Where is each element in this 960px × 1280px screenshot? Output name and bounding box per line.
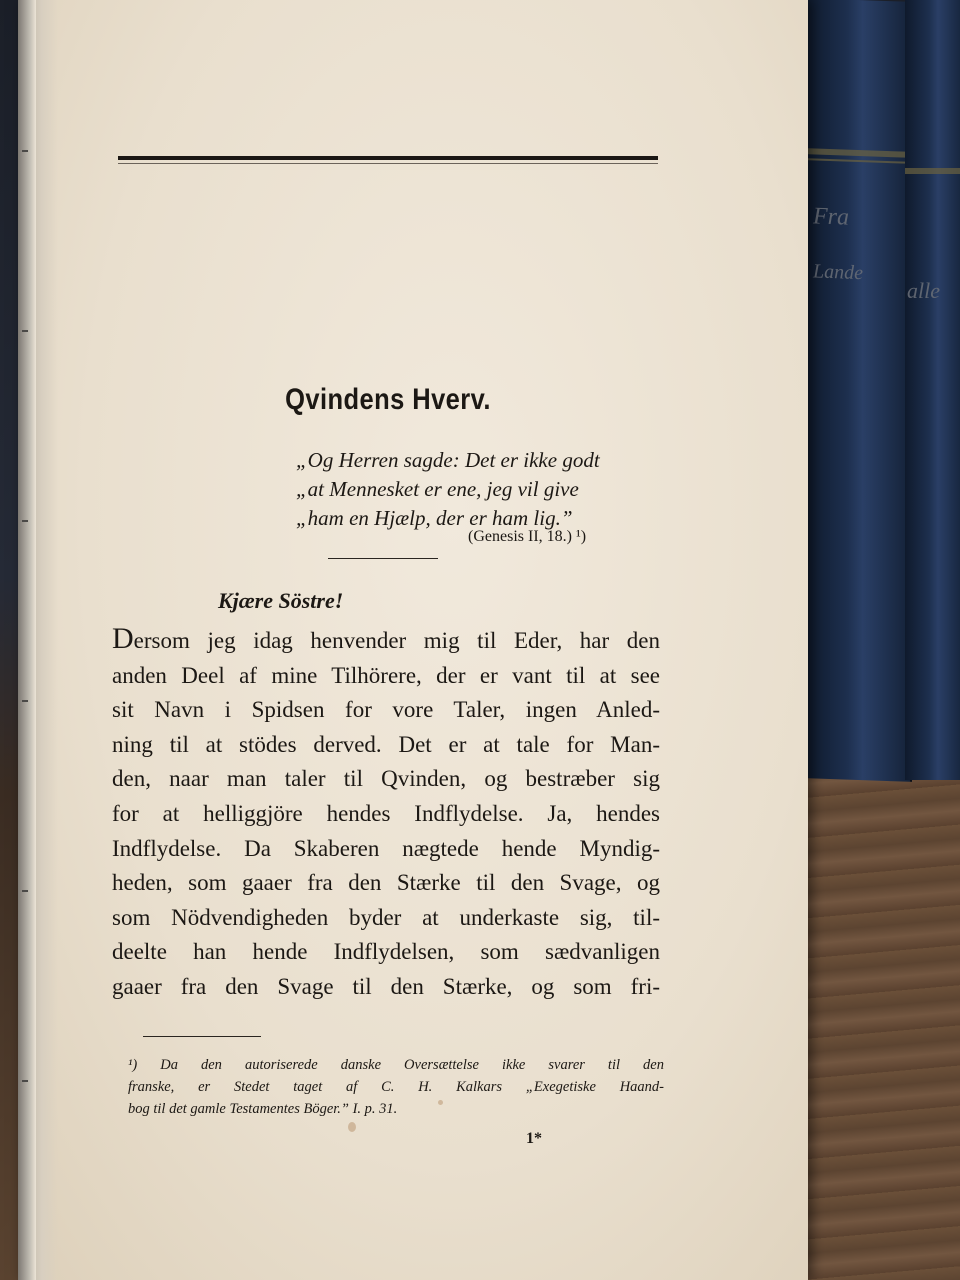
body-line-text: ersom jeg idag henvender mig til Eder, har den <box>133 628 660 653</box>
footnote-line: ¹) Da den autoriserede danske Oversættelse ikke svarer til den <box>128 1057 664 1073</box>
footnote-line: bog til det gamle Testamentes Böger.” I. p. 31. <box>128 1101 398 1117</box>
epigraph <box>296 446 666 533</box>
spine-title: alle <box>907 278 940 303</box>
epigraph-line: „Og Herren sagde: Det er ikke godt <box>296 448 600 472</box>
body-line: gaaer fra den Svage til den Stærke, og som fri- <box>112 973 660 999</box>
section-rule <box>328 558 438 559</box>
binding-edge <box>18 0 36 1280</box>
paper-stain <box>438 1100 443 1105</box>
footnote-rule <box>143 1036 261 1037</box>
body-line: for at helliggjöre hendes Indflydelse. Ja, hendes <box>112 800 660 826</box>
book-spine <box>805 0 912 782</box>
salutation: Kjære Söstre! <box>218 588 344 613</box>
footnote-line: franske, er Stedet taget af C. H. Kalkars „Exegetiske Haand- <box>128 1079 664 1095</box>
signature-mark: 1* <box>526 1130 542 1147</box>
drop-cap: D <box>112 622 134 655</box>
body-line: Indflydelse. Da Skaberen nægtede hende Myndig- <box>112 835 660 861</box>
epigraph-line: „ham en Hjælp, der er ham lig.” <box>296 506 573 530</box>
footnote <box>128 1054 664 1120</box>
body-line: ning til at stödes derved. Det er at tale for Man- <box>112 731 660 757</box>
header-rule-thin <box>118 163 658 164</box>
body-line: sit Navn i Spidsen for vore Taler, ingen Anled- <box>112 697 660 723</box>
spine-title: Lande <box>813 260 863 285</box>
epigraph-line: „at Mennesket er ene, jeg vil give <box>296 477 579 501</box>
book-page <box>18 0 808 1280</box>
page-title: Qvindens Hverv. <box>285 383 491 416</box>
body-line: heden, som gaaer fra den Stærke til den Svage, og <box>112 870 660 896</box>
binding-stitch <box>22 1080 28 1082</box>
epigraph-citation: (Genesis II, 18.) ¹) <box>468 528 587 545</box>
binding-stitch <box>22 890 28 892</box>
binding-stitch <box>22 150 28 152</box>
paper-stain <box>348 1122 356 1132</box>
spine-band <box>805 158 910 164</box>
binding-stitch <box>22 700 28 702</box>
header-rule <box>118 156 658 160</box>
body-line: den, naar man taler til Qvinden, og bestræber sig <box>112 766 660 792</box>
body-text <box>112 622 660 1005</box>
body-line: deelte han hende Indflydelsen, som sædvanligen <box>112 939 660 965</box>
book-spine <box>905 0 960 780</box>
binding-stitch <box>22 520 28 522</box>
body-line: anden Deel af mine Tilhörere, der er vant til at see <box>112 662 660 688</box>
spine-band <box>805 148 910 158</box>
binding-stitch <box>22 330 28 332</box>
spine-title: Fra <box>813 203 849 231</box>
spine-band <box>905 168 960 174</box>
body-line <box>112 622 660 659</box>
body-line: som Nödvendigheden byder at underkaste sig, til- <box>112 904 660 930</box>
